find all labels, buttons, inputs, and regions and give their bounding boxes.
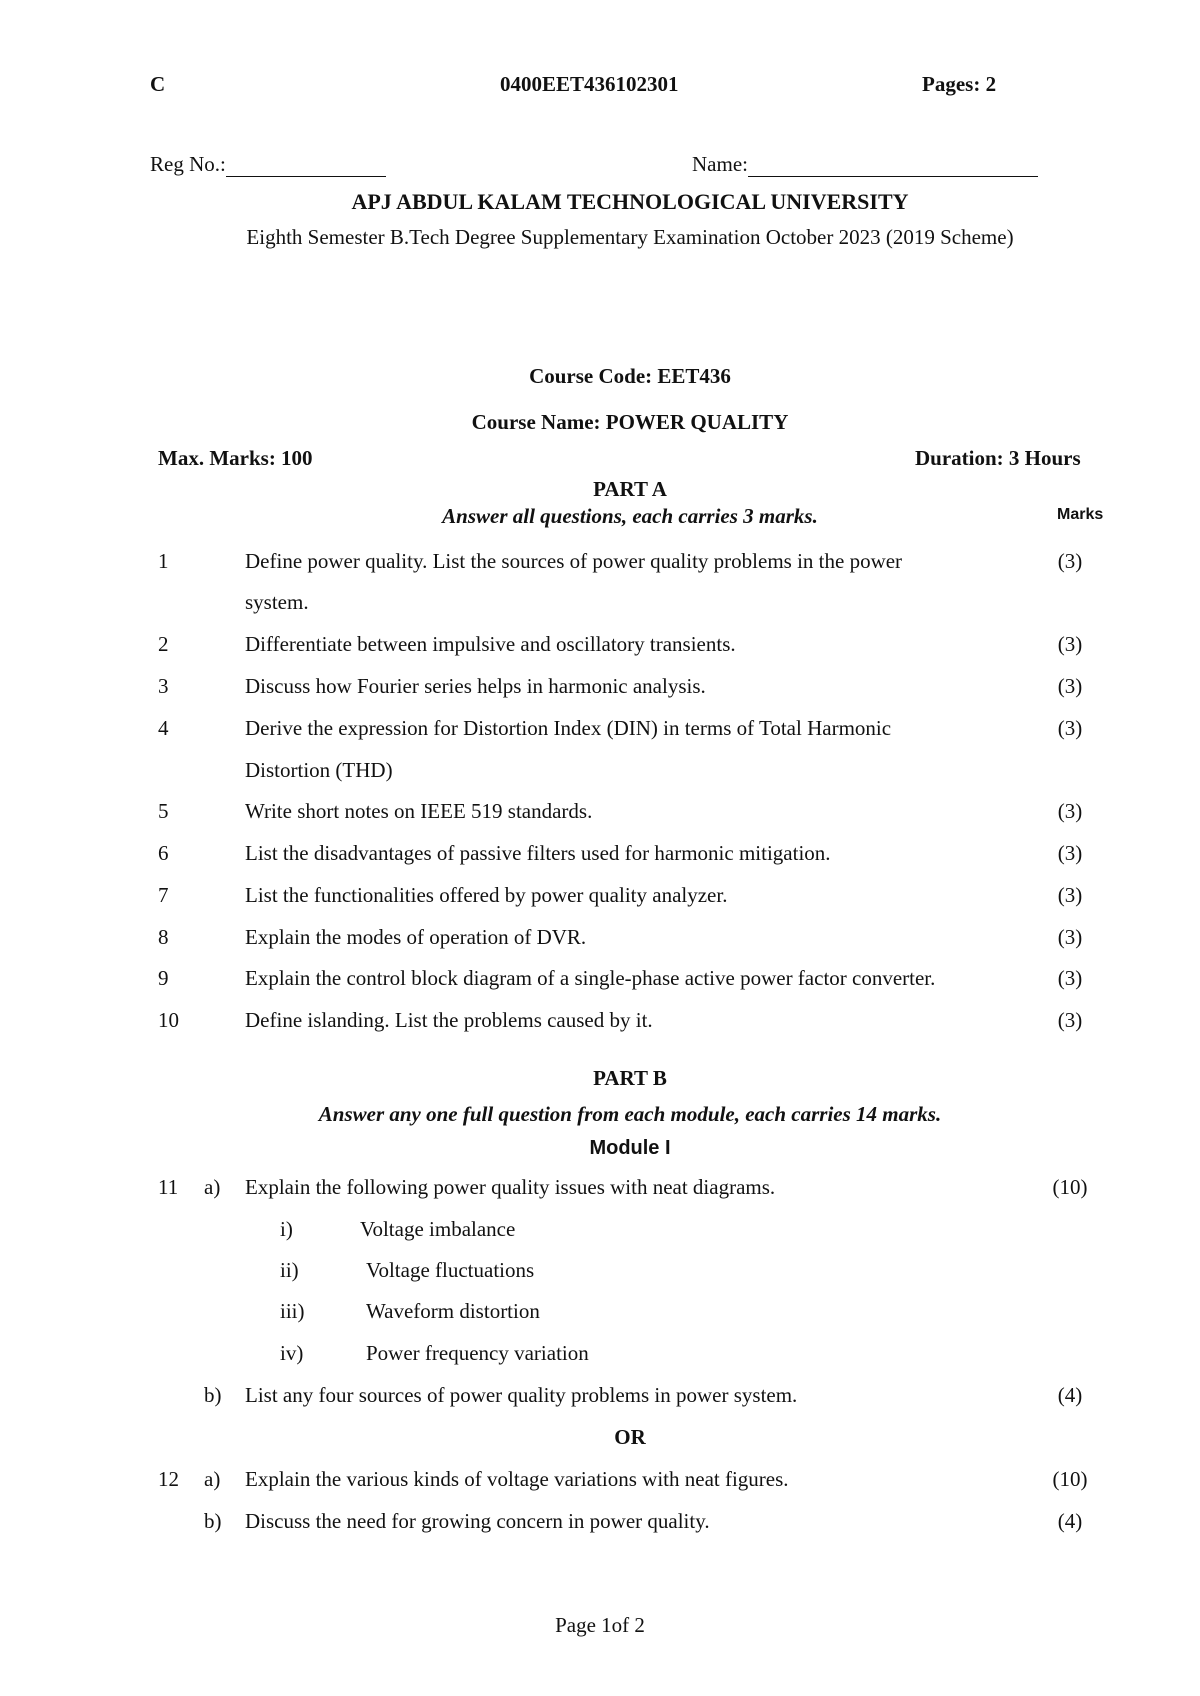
reg-no-label: Reg No.: [150,152,226,176]
duration: Duration: 3 Hours [915,446,1081,470]
name-label: Name: [692,152,748,176]
part-b-instruction: Answer any one full question from each module, each carries 14 marks. [318,1102,942,1126]
paper-code: 0400EET436102301 [500,72,679,96]
page-footer: Page 1of 2 [555,1613,645,1637]
or-separator: OR [614,1425,646,1449]
course-code: Course Code: EET436 [529,364,731,388]
university-title: APJ ABDUL KALAM TECHNOLOGICAL UNIVERSITY [351,189,909,214]
paper-header [150,72,1050,102]
reg-no-blank [226,156,386,177]
max-marks: Max. Marks: 100 [158,446,313,470]
name-field [692,152,1038,177]
part-b-title: PART B [593,1066,667,1090]
set-letter: C [150,72,166,96]
reg-no-field [150,152,386,177]
course-name: Course Name: POWER QUALITY [471,410,789,434]
page-count: Pages: 2 [922,72,997,96]
name-blank [748,156,1038,177]
exam-title: Eighth Semester B.Tech Degree Supplementary Examination October 2023 (2019 Scheme) [246,225,1014,249]
part-a-title: PART A [593,477,667,501]
part-a-instruction: Answer all questions, each carries 3 marks. [442,504,818,528]
module-title: Module I [589,1137,671,1159]
marks-column-label: Marks [1057,506,1104,523]
